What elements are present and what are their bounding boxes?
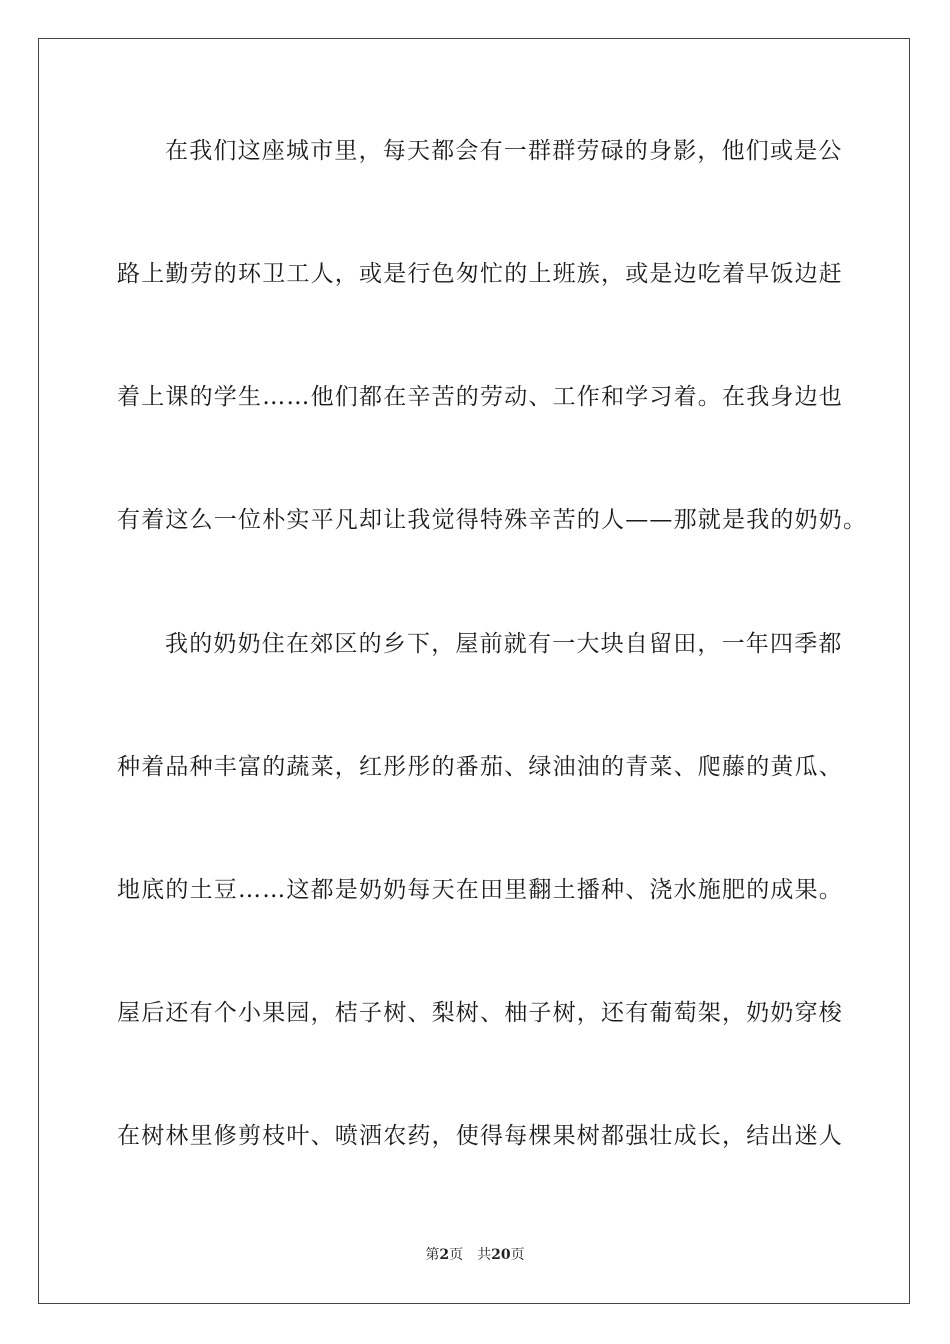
page-border	[38, 38, 910, 1304]
footer-page-suffix: 页	[449, 1247, 464, 1263]
body-text-line-5: 我的奶奶住在郊区的乡下，屋前就有一大块自留田，一年四季都	[165, 631, 843, 657]
body-text-line-6: 种着品种丰富的蔬菜，红彤彤的番茄、绿油油的青菜、爬藤的黄瓜、	[117, 754, 843, 780]
body-text-line-3: 着上课的学生……他们都在辛苦的劳动、工作和学习着。在我身边也	[117, 384, 843, 410]
body-text-line-7: 地底的土豆……这都是奶奶每天在田里翻土播种、浇水施肥的成果。	[117, 877, 843, 903]
footer-page-prefix: 第	[425, 1247, 440, 1263]
body-text-line-4: 有着这么一位朴实平凡却让我觉得特殊辛苦的人——那就是我的奶奶。	[117, 507, 868, 533]
footer-total-prefix: 共	[477, 1247, 492, 1263]
footer-total-pages: 20	[491, 1247, 511, 1263]
footer-total-suffix: 页	[510, 1247, 525, 1263]
body-text-line-8: 屋后还有个小果园，桔子树、梨树、柚子树，还有葡萄架，奶奶穿梭	[117, 1000, 843, 1026]
footer-page-number: 2	[439, 1247, 450, 1263]
body-text-line-9: 在树林里修剪枝叶、喷洒农药，使得每棵果树都强壮成长，结出迷人	[117, 1123, 843, 1149]
page-footer	[0, 1246, 950, 1264]
body-text-line-2: 路上勤劳的环卫工人，或是行色匆忙的上班族，或是边吃着早饭边赶	[117, 261, 843, 287]
body-text-line-1: 在我们这座城市里，每天都会有一群群劳碌的身影，他们或是公	[165, 138, 843, 164]
